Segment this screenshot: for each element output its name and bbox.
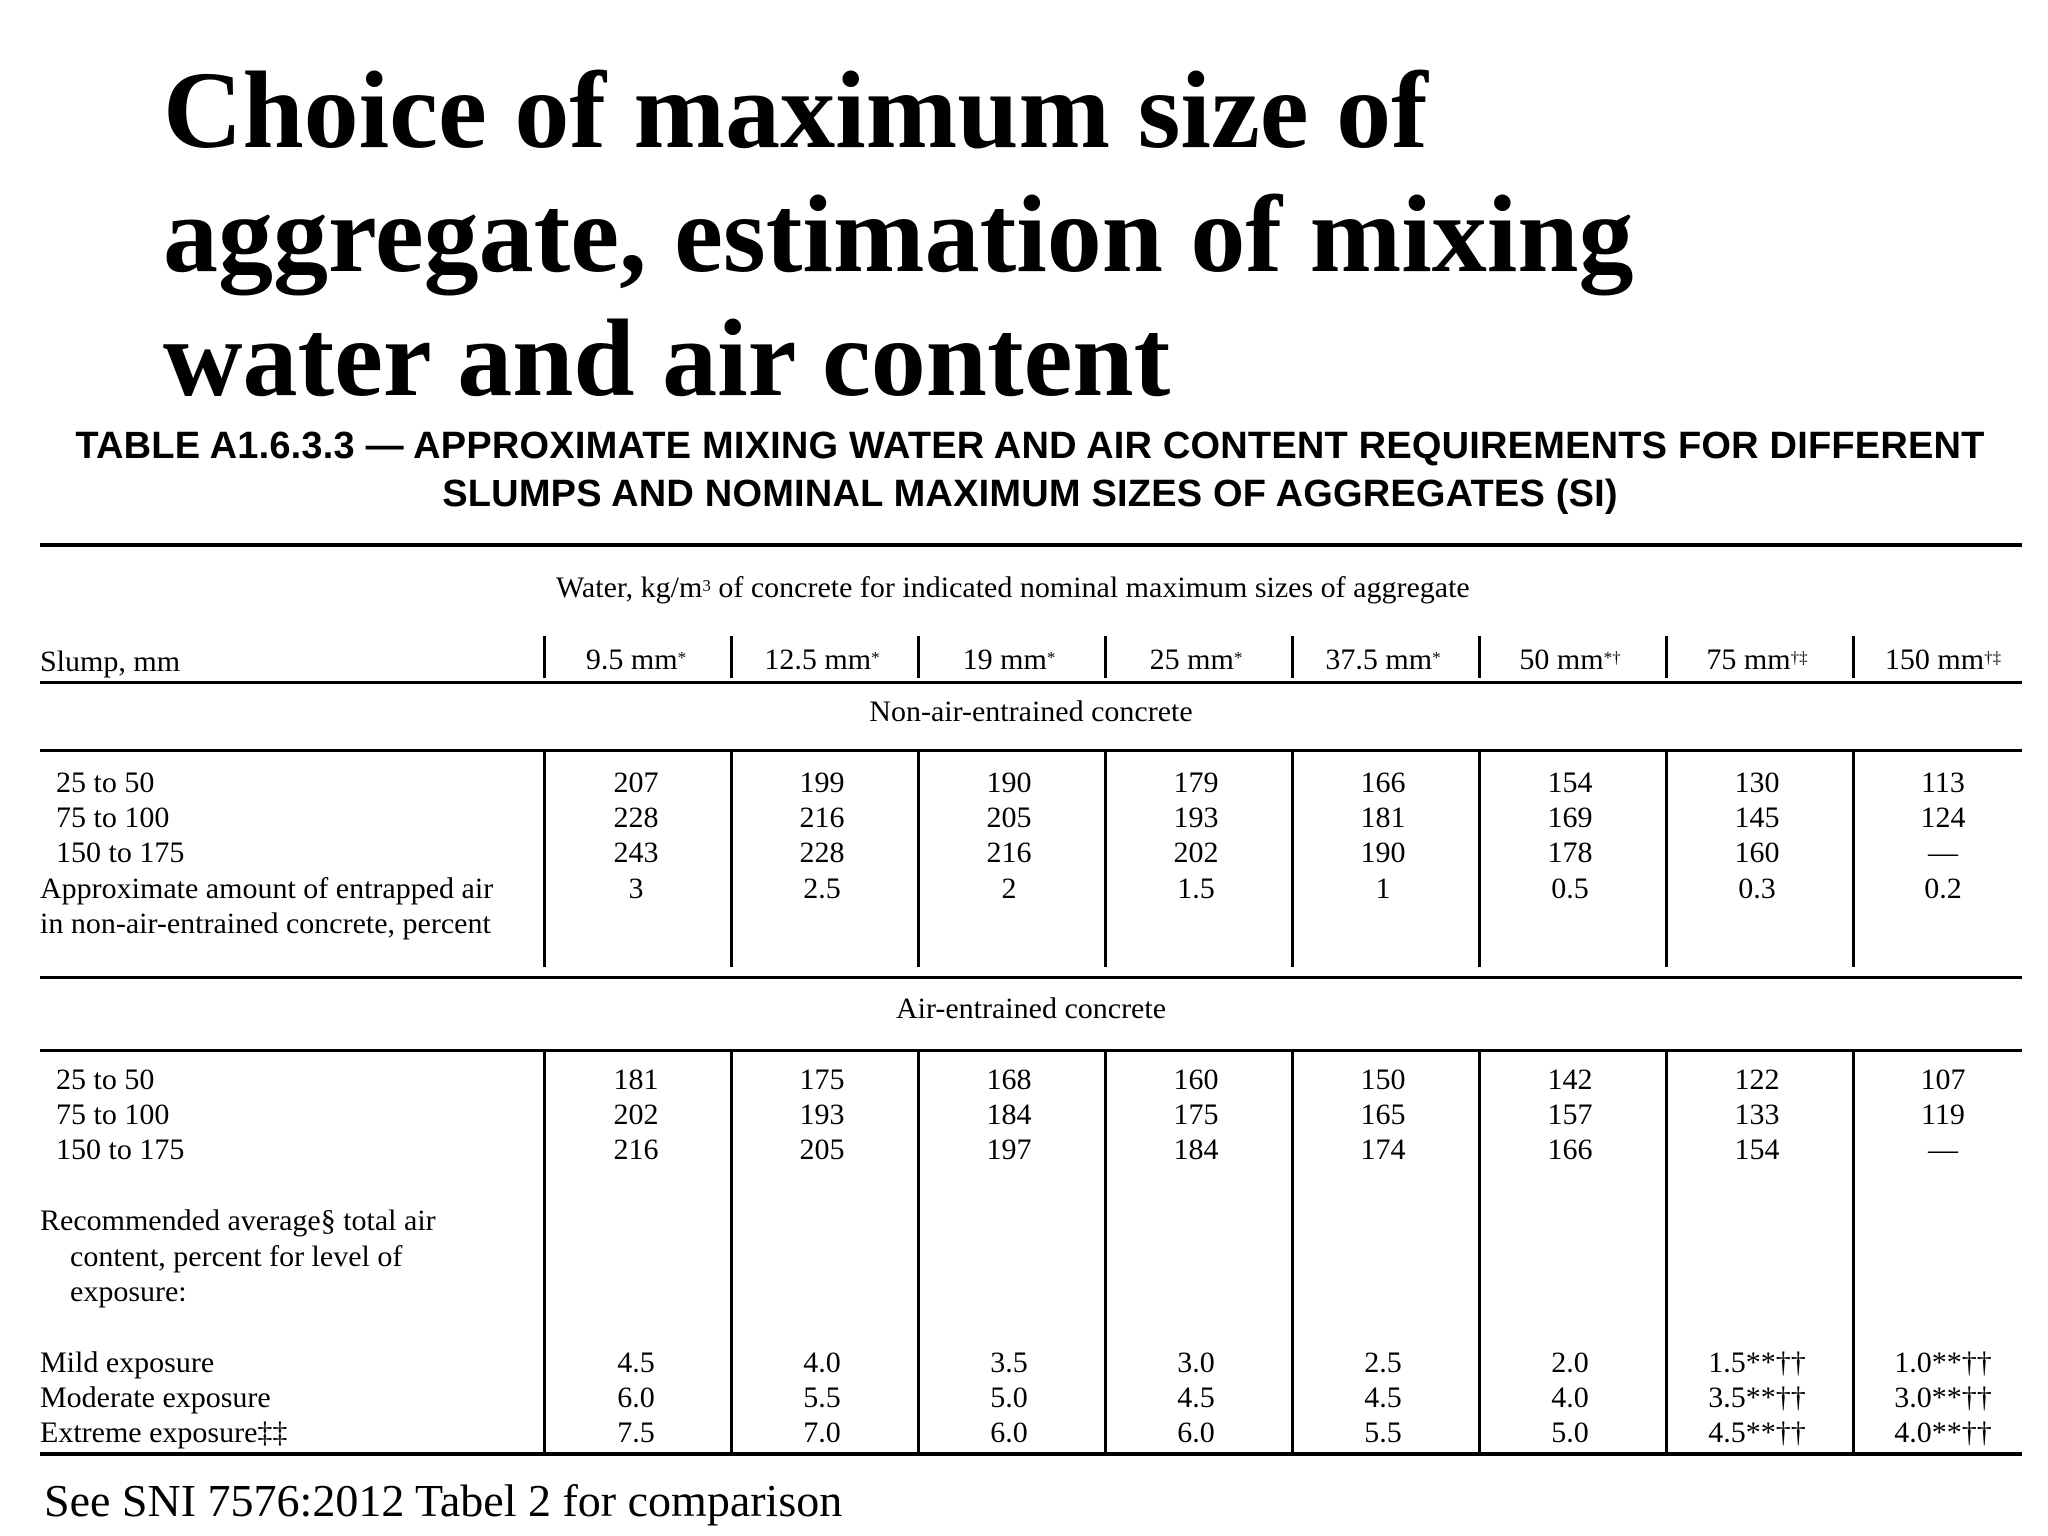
water-value-cell: 145 <box>1734 801 1780 834</box>
column-header-4: 25 mm* <box>1149 643 1243 676</box>
section-label-air: Air-entrained concrete <box>895 992 1167 1025</box>
water-value-cell: 181 <box>613 1063 659 1096</box>
water-value-cell: 160 <box>1173 1063 1219 1096</box>
column-header-8: 150 mm†‡ <box>1884 643 2002 676</box>
column-divider <box>730 636 733 678</box>
water-value-cell: 130 <box>1734 766 1780 799</box>
slump-row-label: 25 to 50 <box>56 766 155 799</box>
water-value-cell: 202 <box>1173 836 1219 869</box>
air-content-value: 4.0 <box>803 1346 841 1379</box>
water-value-cell: 175 <box>1173 1098 1219 1131</box>
slump-row-label: 25 to 50 <box>56 1063 155 1096</box>
slide-title <box>163 48 2013 420</box>
air-content-value: 1.0**†† <box>1894 1346 1992 1379</box>
column-divider <box>1291 636 1294 678</box>
exposure-row-label: Extreme exposure‡‡ <box>40 1416 288 1449</box>
entrapped-air-label: Approximate amount of entrapped air <box>40 872 494 905</box>
water-value-cell: 190 <box>1360 836 1406 869</box>
air-content-value: 3.5 <box>990 1346 1028 1379</box>
slump-row-label: 150 to 175 <box>56 1133 185 1166</box>
air-content-value: 5.0 <box>1551 1416 1589 1449</box>
table-caption-line: TABLE A1.6.3.3 — APPROXIMATE MIXING WATER AND AIR CONTENT REQUIREMENTS FOR DIFFERENT <box>75 425 1985 467</box>
water-value-cell: — <box>1928 836 1958 869</box>
air-content-value: 2.0 <box>1551 1346 1589 1379</box>
comparison-footnote: See SNI 7576:2012 Tabel 2 for comparison <box>44 1475 843 1526</box>
air-content-value: 6.0 <box>1177 1416 1215 1449</box>
water-value-cell: 207 <box>613 766 659 799</box>
water-value-cell: 205 <box>986 801 1032 834</box>
air-content-value: 6.0 <box>990 1416 1028 1449</box>
water-value-cell: 184 <box>1173 1133 1219 1166</box>
column-header-3: 19 mm* <box>962 643 1056 676</box>
water-value-cell: 119 <box>1921 1098 1965 1131</box>
water-value-cell: 193 <box>1173 801 1219 834</box>
air-content-value: 5.5 <box>1364 1416 1402 1449</box>
table-rule <box>40 1049 2022 1052</box>
air-content-value: 5.0 <box>990 1381 1028 1414</box>
air-content-value: 4.5 <box>1364 1381 1402 1414</box>
column-header-1: 9.5 mm* <box>585 643 687 676</box>
water-value-cell: 154 <box>1547 766 1593 799</box>
water-value-cell: 133 <box>1734 1098 1780 1131</box>
recommended-air-label: Recommended average§ total air <box>40 1204 436 1237</box>
water-value-cell: 113 <box>1921 766 1965 799</box>
water-value-cell: 181 <box>1360 801 1406 834</box>
water-value-cell: 202 <box>613 1098 659 1131</box>
water-value-cell: 205 <box>799 1133 845 1166</box>
column-divider <box>543 636 546 678</box>
air-content-value: 7.5 <box>617 1416 655 1449</box>
slump-row-label: 75 to 100 <box>56 801 170 834</box>
entrapped-air-value: 1 <box>1375 872 1391 905</box>
water-value-cell: 216 <box>986 836 1032 869</box>
column-header-2: 12.5 mm* <box>764 643 880 676</box>
column-divider <box>1852 636 1855 678</box>
table-rule <box>40 543 2022 547</box>
water-content-header: Water, $kg/m^3$ of concrete for indicated nominal maximum sizes of aggregate <box>556 571 1470 604</box>
exposure-row-label: Moderate exposure <box>40 1381 271 1414</box>
water-value-cell: 154 <box>1734 1133 1780 1166</box>
column-divider <box>917 636 920 678</box>
water-value-cell: 166 <box>1360 766 1406 799</box>
entrapped-air-value: 0.2 <box>1924 872 1962 905</box>
air-content-value: 4.0**†† <box>1894 1416 1992 1449</box>
table-caption-line: SLUMPS AND NOMINAL MAXIMUM SIZES OF AGGREGATES (SI) <box>442 473 1618 515</box>
recommended-air-label: content, percent for level of <box>70 1240 403 1273</box>
water-value-cell: 184 <box>986 1098 1032 1131</box>
column-header-5: 37.5 mm* <box>1325 643 1441 676</box>
recommended-air-label: exposure: <box>70 1275 187 1308</box>
entrapped-air-value: 2 <box>1001 872 1017 905</box>
air-content-value: 4.5 <box>617 1346 655 1379</box>
slump-row-label: 75 to 100 <box>56 1098 170 1131</box>
water-value-cell: 175 <box>799 1063 845 1096</box>
water-value-cell: 193 <box>799 1098 845 1131</box>
water-value-cell: 199 <box>799 766 845 799</box>
exposure-row-label: Mild exposure <box>40 1346 215 1379</box>
title-line: water and air content <box>163 297 1171 419</box>
water-value-cell: 124 <box>1920 801 1966 834</box>
water-value-cell: 150 <box>1360 1063 1406 1096</box>
table-rule <box>40 749 2022 752</box>
air-content-value: 3.0**†† <box>1894 1381 1992 1414</box>
water-value-cell: 228 <box>799 836 845 869</box>
section-label-non-air: Non-air-entrained concrete <box>869 695 1193 728</box>
water-value-cell: 179 <box>1173 766 1219 799</box>
air-content-value: 7.0 <box>803 1416 841 1449</box>
air-content-value: 2.5 <box>1364 1346 1402 1379</box>
water-value-cell: 216 <box>799 801 845 834</box>
air-content-value: 5.5 <box>803 1381 841 1414</box>
column-divider <box>1478 636 1481 678</box>
water-value-cell: 142 <box>1547 1063 1593 1096</box>
title-line: Choice of maximum size of <box>163 49 1428 171</box>
water-value-cell: 165 <box>1360 1098 1406 1131</box>
entrapped-air-value: 2.5 <box>803 872 841 905</box>
table-rule <box>40 681 2022 684</box>
water-value-cell: 107 <box>1920 1063 1966 1096</box>
slump-row-label: 150 to 175 <box>56 836 185 869</box>
water-value-cell: 190 <box>986 766 1032 799</box>
water-value-cell: — <box>1928 1133 1958 1166</box>
entrapped-air-value: 0.5 <box>1551 872 1589 905</box>
column-header-7: 75 mm†‡ <box>1706 643 1808 676</box>
water-value-cell: 174 <box>1360 1133 1406 1166</box>
table-rule <box>40 976 2022 979</box>
air-content-value: 1.5**†† <box>1708 1346 1806 1379</box>
entrapped-air-value: 1.5 <box>1177 872 1215 905</box>
column-divider <box>1104 636 1107 678</box>
water-value-cell: 243 <box>613 836 659 869</box>
column-divider <box>1665 636 1668 678</box>
slump-header: Slump, mm <box>40 645 181 678</box>
water-value-cell: 197 <box>986 1133 1032 1166</box>
water-value-cell: 216 <box>613 1133 659 1166</box>
air-content-value: 3.5**†† <box>1708 1381 1806 1414</box>
table-caption <box>30 422 2030 518</box>
water-value-cell: 160 <box>1734 836 1780 869</box>
water-value-cell: 122 <box>1734 1063 1780 1096</box>
water-value-cell: 228 <box>613 801 659 834</box>
water-value-cell: 169 <box>1547 801 1593 834</box>
column-header-6: 50 mm*† <box>1519 643 1621 676</box>
water-value-cell: 178 <box>1547 836 1593 869</box>
air-content-value: 3.0 <box>1177 1346 1215 1379</box>
water-value-cell: 157 <box>1547 1098 1593 1131</box>
water-value-cell: 166 <box>1547 1133 1593 1166</box>
entrapped-air-value: 0.3 <box>1738 872 1776 905</box>
air-content-value: 4.5**†† <box>1708 1416 1806 1449</box>
air-content-value: 4.0 <box>1551 1381 1589 1414</box>
air-content-value: 4.5 <box>1177 1381 1215 1414</box>
water-value-cell: 168 <box>986 1063 1032 1096</box>
entrapped-air-label: in non-air-entrained concrete, percent <box>40 907 491 940</box>
air-content-value: 6.0 <box>617 1381 655 1414</box>
title-line: aggregate, estimation of mixing <box>163 173 1634 295</box>
table-rule <box>40 1452 2022 1456</box>
entrapped-air-value: 3 <box>628 872 644 905</box>
